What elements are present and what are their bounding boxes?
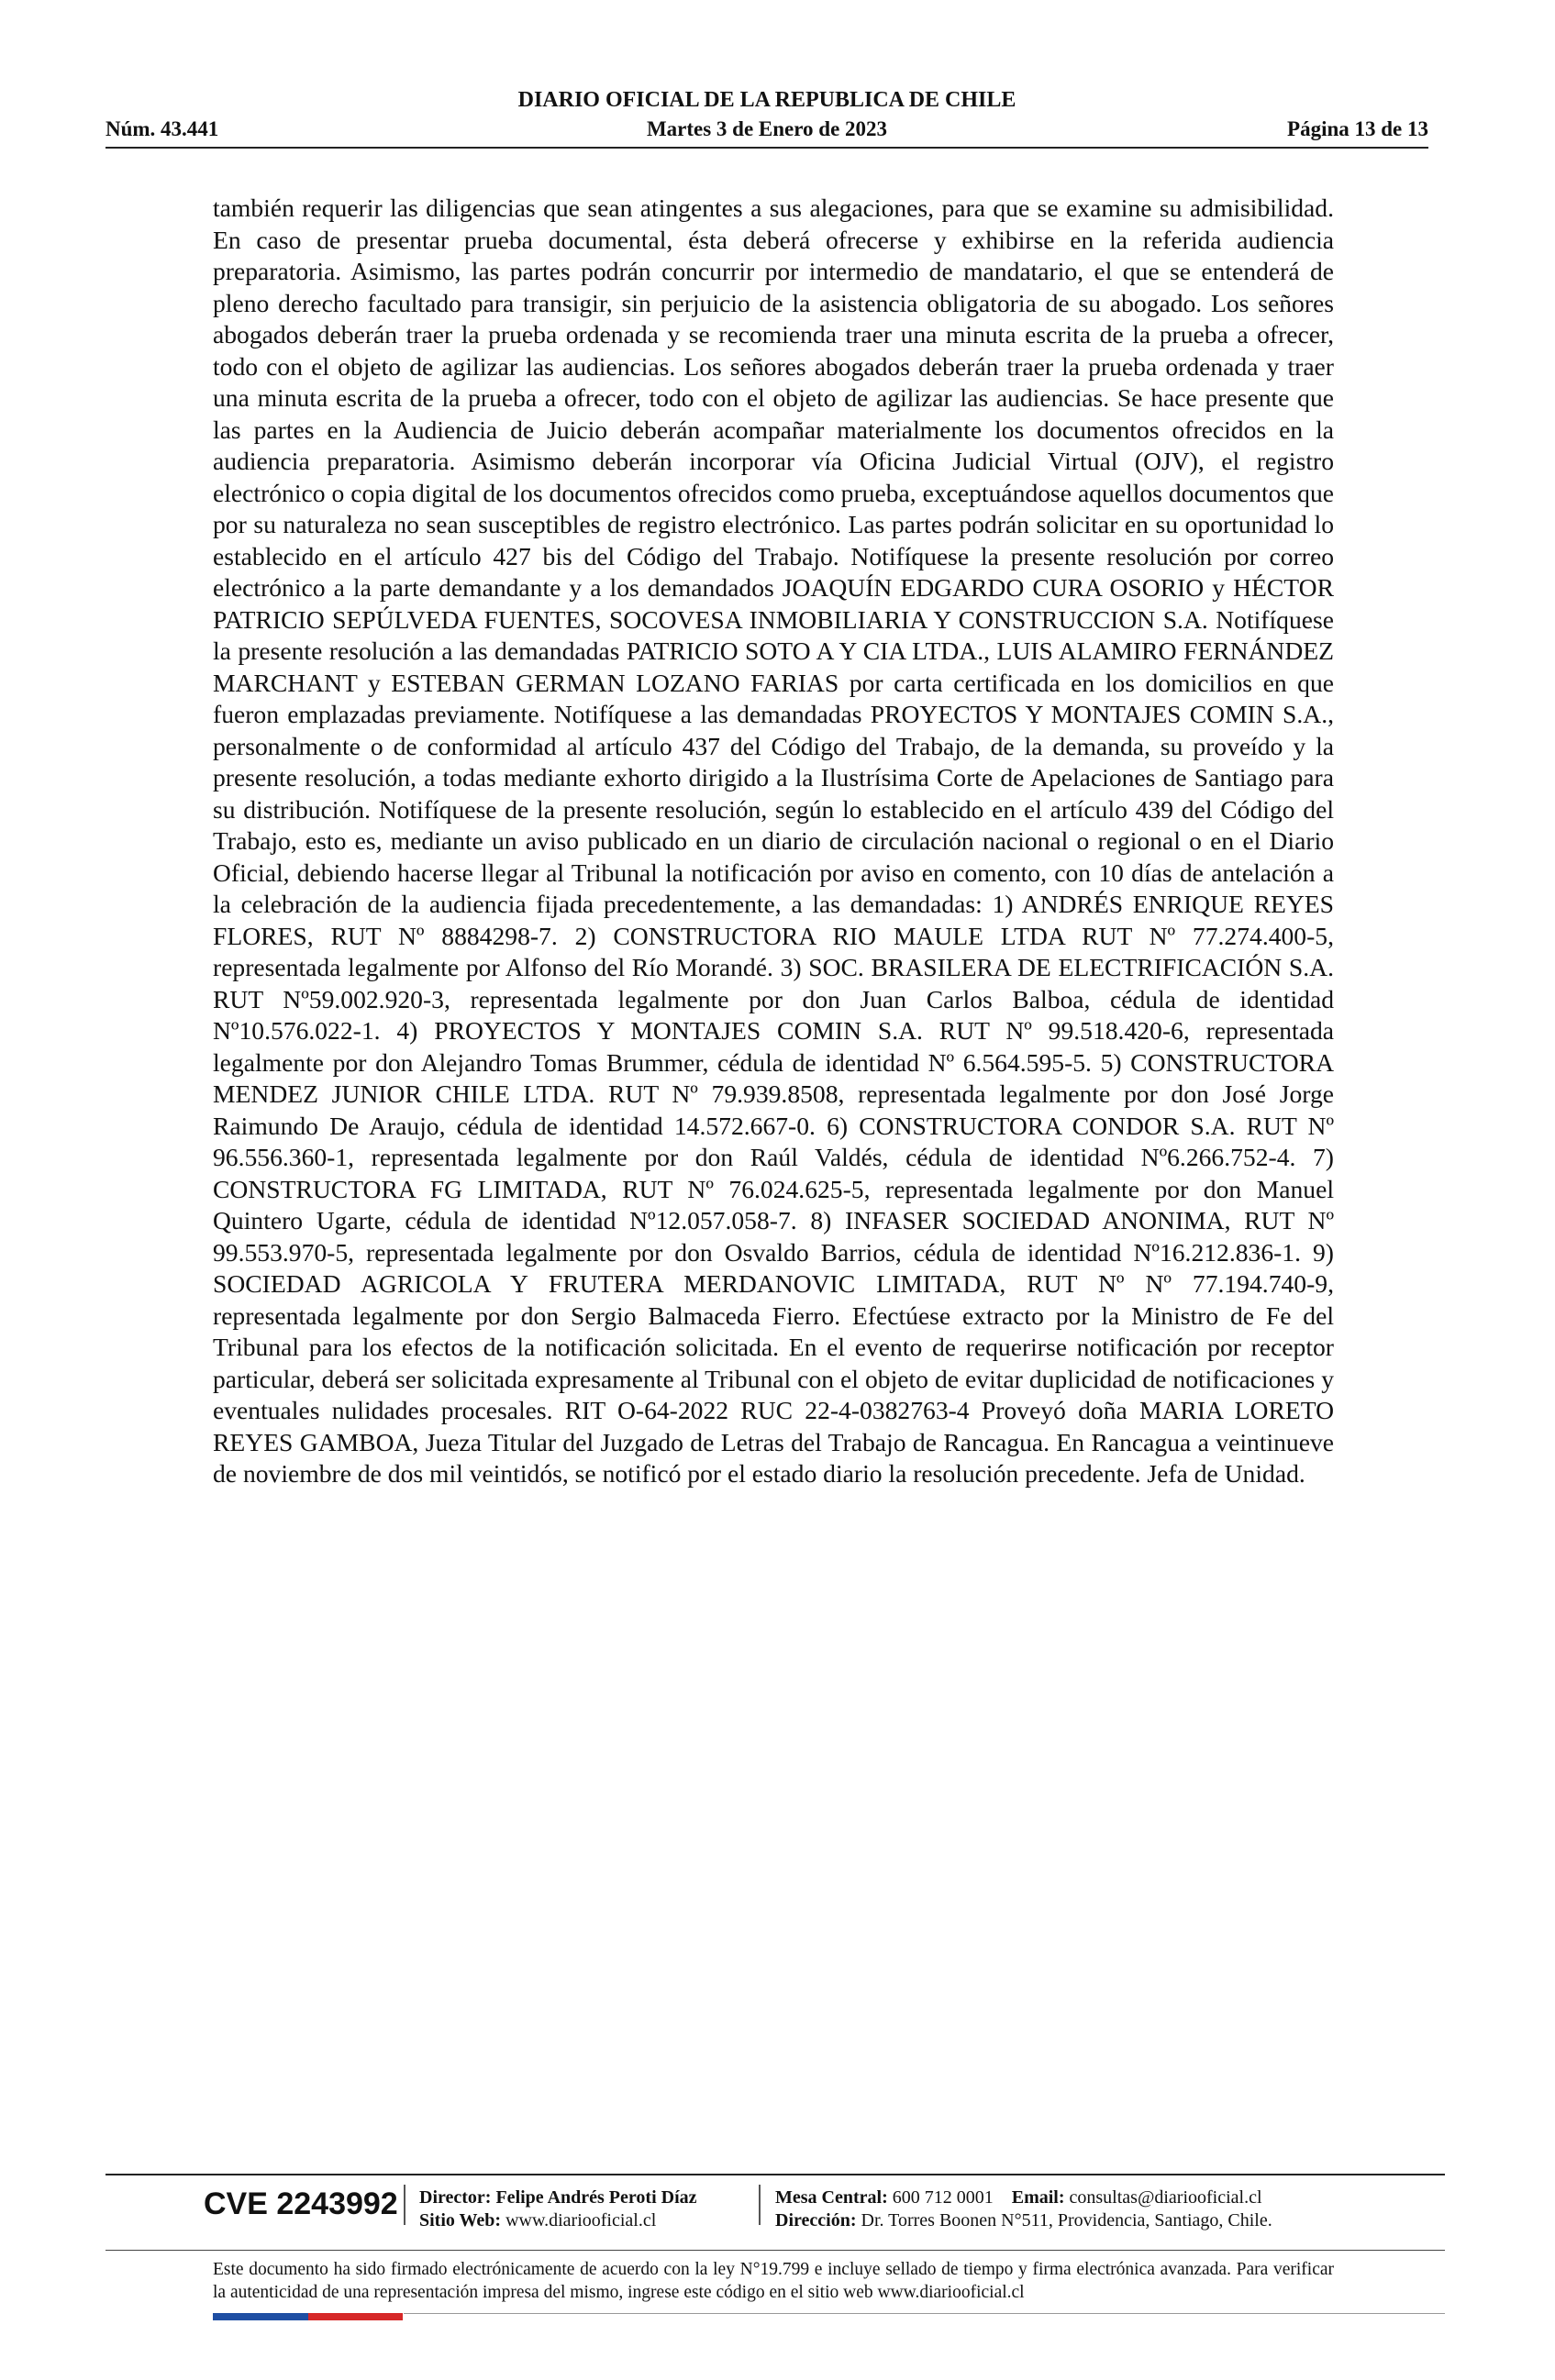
director-name: Felipe Andrés Peroti Díaz bbox=[495, 2187, 697, 2208]
footer-bottom-rule bbox=[404, 2313, 1445, 2314]
cve-code: CVE 2243992 bbox=[204, 2186, 398, 2221]
body-paragraph: también requerir las diligencias que sean atingentes a sus alegaciones, para que se examine su admisibilidad. En caso de presentar prueba documental, ésta deberá ofrecerse y exhibirse en la referida audiencia preparatoria. Asimismo, las partes podrán concurrir por intermedio de mandatario, el que se entenderá de pleno derecho facultado para transigir, sin perjuicio de la asistencia obligatoria de su abogado. Los señores abogados deberán traer la prueba ordenada y se recomienda traer una minuta escrita de la prueba a ofrecer, todo con el objeto de agilizar las audiencias. Los señores abogados deberán traer la prueba ordenada y traer una minuta escrita de la prueba a ofrecer, todo con el objeto de agilizar las audiencias. Se hace presente que las partes en la Audiencia de Juicio deberán acompañar materialmente los documentos ofrecidos en la audiencia preparatoria. Asimismo deberán incorporar vía Oficina Judicial Virtual (OJV), el registro electrónico o copia digital de los documentos ofrecidos como prueba, exceptuándose aquellos documentos que por su naturaleza no sean susceptibles de registro electrónico. Las partes podrán solicitar en su oportunidad lo establecido en el artículo 427 bis del Código del Trabajo. Notifíquese la presente resolución por correo electrónico a la parte demandante y a los demandados JOAQUÍN EDGARDO CURA OSORIO y HÉCTOR PATRICIO SEPÚLVEDA FUENTES, SOCOVESA INMOBILIARIA Y CONSTRUCCION S.A. Notifíquese la presente resolución a las demandadas PATRICIO SOTO A Y CIA LTDA., LUIS ALAMIRO FERNÁNDEZ MARCHANT y ESTEBAN GERMAN LOZANO FARIAS por carta certificada en los domicilios en que fueron emplazadas previamente. Notifíquese a las demandadas PROYECTOS Y MONTAJES COMIN S.A., personalmente o de conformidad al artículo 437 del Código del Trabajo, de la demanda, su proveído y la presente resolución, a todas mediante exhorto dirigido a la Ilustrísima Corte de Apelaciones de Santiago para su distribución. Notifíquese de la presente resolución, según lo establecido en el artículo 439 del Código del Trabajo, esto es, mediante un aviso publicado en un diario de circulación nacional o regional o en el Diario Oficial, debiendo hacerse llegar al Tribunal la notificación por aviso en comento, con 10 días de antelación a la celebración de la audiencia fijada precedentemente, a las demandadas: 1) ANDRÉS ENRIQUE REYES FLORES, RUT Nº 8884298-7. 2) CONSTRUCTORA RIO MAULE LTDA RUT Nº 77.274.400-5, representada legalmente por Alfonso del Río Morandé. 3) SOC. BRASILERA DE ELECTRIFICACIÓN S.A. RUT Nº59.002.920-3, representada legalmente por don Juan Carlos Balboa, cédula de identidad Nº10.576.022-1. 4) PROYECTOS Y MONTAJES COMIN S.A. RUT Nº 99.518.420-6, representada legalmente por don Alejandro Tomas Brummer, cédula de identidad Nº 6.564.595-5. 5) CONSTRUCTORA MENDEZ JUNIOR CHILE LTDA. RUT Nº 79.939.8508, representada legalmente por don José Jorge Raimundo De Araujo, cédula de identidad 14.572.667-0. 6) CONSTRUCTORA CONDOR S.A. RUT Nº 96.556.360-1, representada legalmente por don Raúl Valdés, cédula de identidad Nº6.266.752-4. 7) CONSTRUCTORA FG LIMITADA, RUT Nº 76.024.625-5, representada legalmente por don Manuel Quintero Ugarte, cédula de identidad Nº12.057.058-7. 8) INFASER SOCIEDAD ANONIMA, RUT Nº 99.553.970-5, representada legalmente por don Osvaldo Barrios, cédula de identidad Nº16.212.836-1. 9) SOCIEDAD AGRICOLA Y FRUTERA MERDANOVIC LIMITADA, RUT Nº Nº 77.194.740-9, representada legalmente por don Sergio Balmaceda Fierro. Efectúese extracto por la Ministro de Fe del Tribunal para los efectos de la notificación solicitada. En el evento de requerirse notificación por receptor particular, deberá ser solicitada expresamente al Tribunal con el objeto de evitar duplicidad de notificaciones y eventuales nulidades procesales. RIT O-64-2022 RUC 22-4-0382763-4 Proveyó doña MARIA LORETO REYES GAMBOA, Jueza Titular del Juzgado de Letras del Trabajo de Rancagua. En Rancagua a veintinueve de noviembre de dos mil veintidós, se notificó por el estado diario la resolución precedente. Jefa de Unidad. bbox=[213, 194, 1334, 1488]
mesa-label: Mesa Central: bbox=[775, 2187, 888, 2208]
footer-contact-block bbox=[775, 2186, 1272, 2232]
footer-divider bbox=[759, 2185, 761, 2225]
chile-flag-stripe bbox=[213, 2313, 403, 2320]
page-indicator: Página 13 de 13 bbox=[1287, 117, 1428, 140]
flag-blue-segment bbox=[213, 2313, 308, 2320]
publication-title: DIARIO OFICIAL DE LA REPUBLICA DE CHILE bbox=[517, 88, 1016, 112]
footer-top-rule bbox=[106, 2174, 1445, 2175]
email-link[interactable]: consultas@diariooficial.cl bbox=[1069, 2187, 1262, 2208]
mesa-phone: 600 712 0001 bbox=[892, 2187, 994, 2208]
flag-red-segment bbox=[308, 2313, 404, 2320]
address-label: Dirección: bbox=[775, 2210, 857, 2231]
site-link[interactable]: www.diariooficial.cl bbox=[505, 2210, 657, 2231]
issue-date: Martes 3 de Enero de 2023 bbox=[646, 117, 888, 140]
email-label: Email: bbox=[1011, 2187, 1065, 2208]
issue-number: Núm. 43.441 bbox=[106, 117, 219, 140]
page-header bbox=[106, 88, 1428, 149]
director-label: Director: bbox=[419, 2187, 492, 2208]
signature-disclaimer: Este documento ha sido firmado electrónicamente de acuerdo con la ley N°19.799 e incluye sellado de tiempo y firma electrónica avanzada. Para verificar la autenticidad de una representación impresa del mismo, ingrese este código en el sitio web www.diariooficial.cl bbox=[213, 2260, 1334, 2302]
address-value: Dr. Torres Boonen N°511, Providencia, Santiago, Chile. bbox=[861, 2210, 1272, 2231]
site-label: Sitio Web: bbox=[419, 2210, 502, 2231]
footer-mid-rule bbox=[106, 2250, 1445, 2251]
footer-divider bbox=[404, 2185, 405, 2225]
footer-director-block bbox=[419, 2186, 697, 2232]
